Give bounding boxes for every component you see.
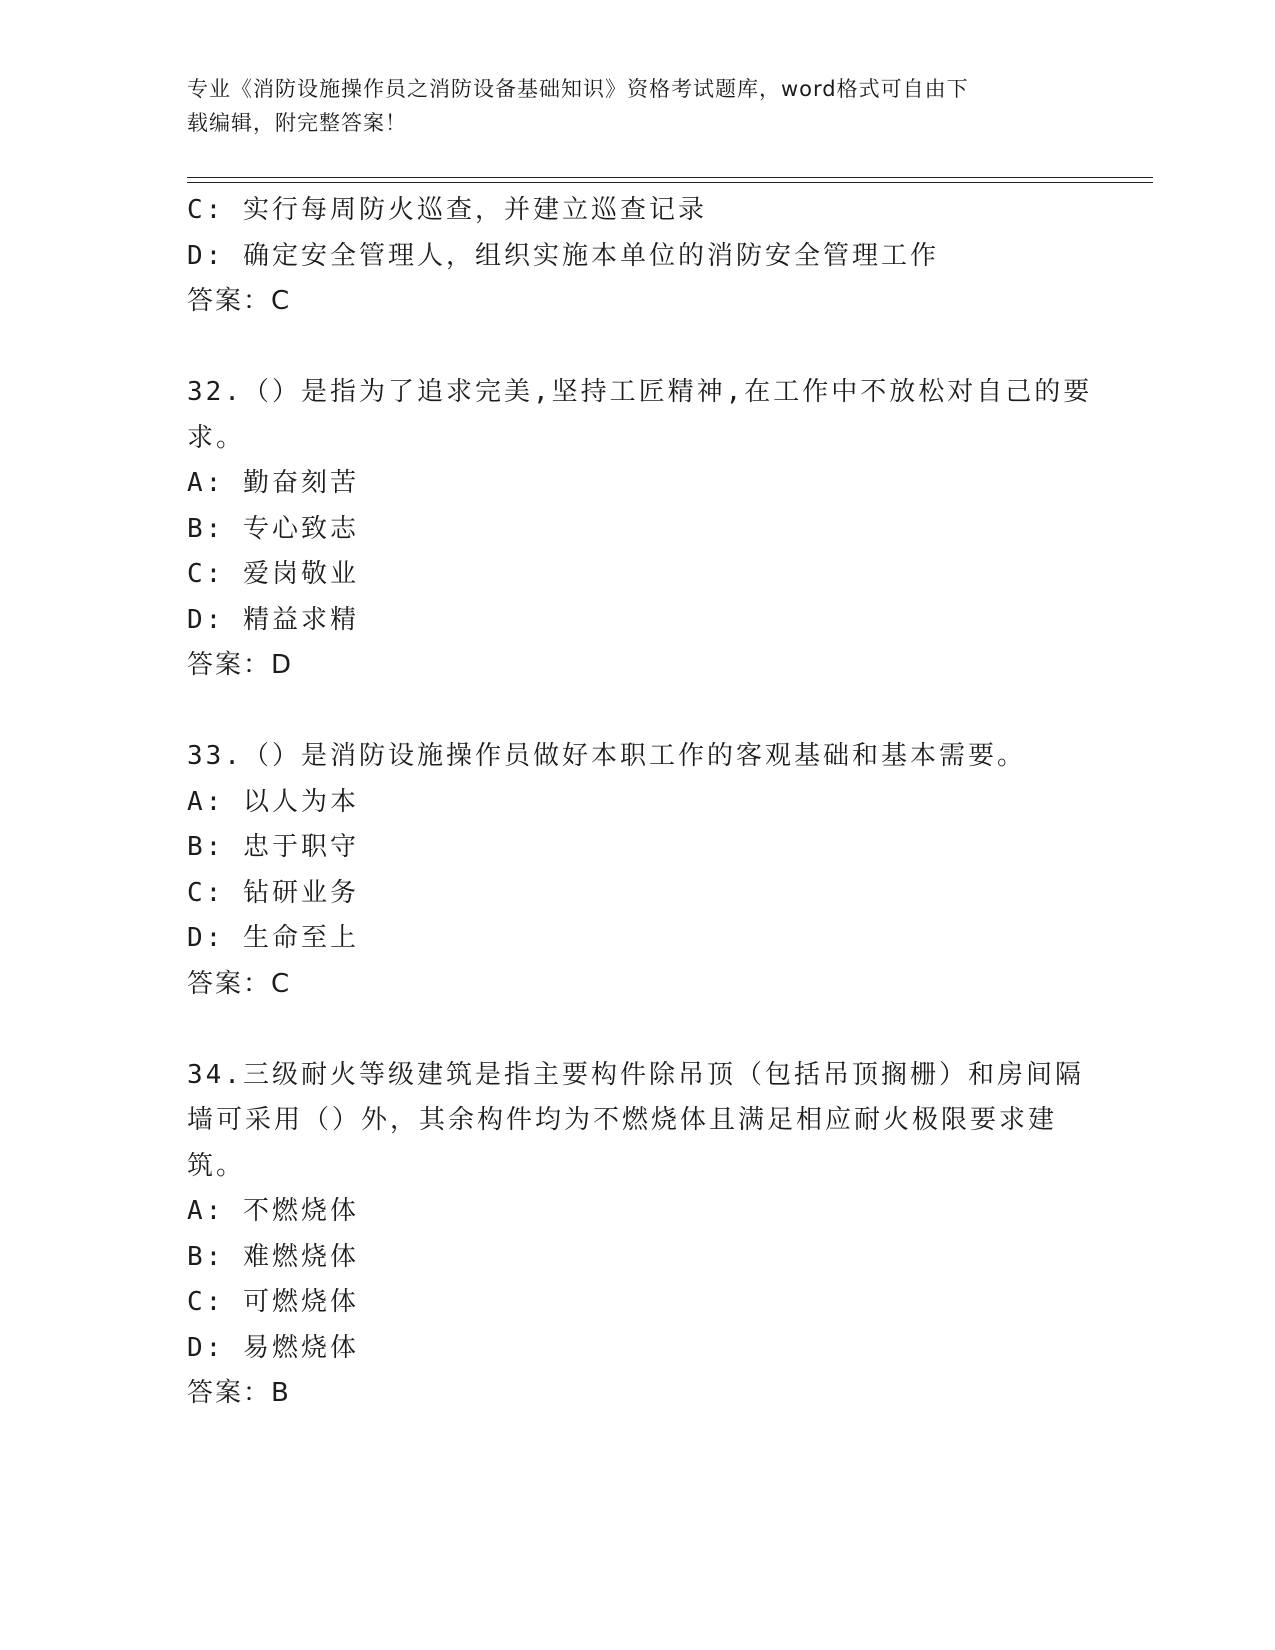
prev-question bbox=[187, 188, 1087, 325]
header-divider-top bbox=[187, 177, 1153, 178]
option-key: D: bbox=[187, 604, 225, 635]
option-text: 勤奋刻苦 bbox=[242, 468, 359, 498]
question-list bbox=[187, 188, 1093, 1417]
option-key: C: bbox=[187, 877, 225, 908]
question-34 bbox=[187, 1053, 1087, 1417]
option-d bbox=[187, 916, 1087, 962]
question-stem-line: 墙可采用（）外，其余构件均为不燃烧体且满足相应耐火极限要求建 bbox=[187, 1105, 1058, 1135]
option-key: C: bbox=[187, 559, 225, 589]
option-key: B: bbox=[187, 513, 225, 544]
spacer bbox=[187, 689, 1087, 735]
option-text: 以人为本 bbox=[242, 786, 359, 817]
option-a bbox=[187, 461, 1087, 507]
option-c bbox=[187, 1280, 1087, 1326]
option-key: C: bbox=[187, 1287, 225, 1317]
spacer bbox=[187, 1007, 1087, 1053]
option-b bbox=[187, 825, 1087, 871]
header-divider-bottom bbox=[187, 182, 1153, 183]
document-header bbox=[187, 72, 1067, 140]
option-a bbox=[187, 780, 1087, 826]
option-text: 实行每周防火巡查，并建立巡查记录 bbox=[242, 195, 707, 225]
option-key: A: bbox=[187, 468, 225, 498]
question-stem-line: 筑。 bbox=[187, 1150, 246, 1181]
question-stem-line: 33.（）是消防设施操作员做好本职工作的客观基础和基本需要。 bbox=[187, 741, 1026, 771]
option-text: 确定安全管理人，组织实施本单位的消防安全管理工作 bbox=[242, 240, 939, 271]
option-text: 专心致志 bbox=[242, 513, 359, 544]
option-key: D: bbox=[187, 1332, 225, 1363]
option-a bbox=[187, 1189, 1087, 1235]
option-c bbox=[187, 552, 1087, 598]
header-line-2: 载编辑，附完整答案！ bbox=[187, 111, 407, 135]
option-text: 易燃烧体 bbox=[242, 1332, 359, 1363]
option-text: 难燃烧体 bbox=[242, 1241, 359, 1272]
answer-line: 答案：D bbox=[187, 650, 294, 680]
option-d bbox=[187, 234, 1087, 280]
option-text: 不燃烧体 bbox=[242, 1196, 359, 1226]
option-d bbox=[187, 598, 1087, 644]
answer-line: 答案：B bbox=[187, 1378, 291, 1408]
option-text: 精益求精 bbox=[242, 604, 359, 635]
question-stem-line: 求。 bbox=[187, 422, 246, 453]
spacer bbox=[187, 325, 1087, 371]
option-key: C: bbox=[187, 195, 225, 225]
option-text: 可燃烧体 bbox=[242, 1287, 359, 1317]
option-text: 忠于职守 bbox=[242, 832, 359, 862]
option-c bbox=[187, 188, 1087, 234]
option-b bbox=[187, 1235, 1087, 1281]
question-stem-line: 34.三级耐火等级建筑是指主要构件除吊顶（包括吊顶搁栅）和房间隔 bbox=[187, 1059, 1084, 1090]
option-c bbox=[187, 871, 1087, 917]
question-32 bbox=[187, 370, 1093, 689]
option-text: 生命至上 bbox=[242, 923, 359, 953]
option-text: 钻研业务 bbox=[242, 877, 359, 908]
answer-line: 答案：C bbox=[187, 286, 292, 316]
option-b bbox=[187, 507, 1087, 553]
header-line-1: 专业《消防设施操作员之消防设备基础知识》资格考试题库，word格式可自由下 bbox=[187, 77, 969, 101]
answer-line: 答案：C bbox=[187, 968, 292, 999]
option-key: B: bbox=[187, 832, 225, 862]
option-d bbox=[187, 1326, 1087, 1372]
option-key: A: bbox=[187, 786, 225, 817]
option-key: D: bbox=[187, 923, 225, 953]
option-text: 爱岗敬业 bbox=[242, 559, 359, 589]
question-33 bbox=[187, 734, 1087, 1007]
option-key: D: bbox=[187, 240, 225, 271]
option-key: B: bbox=[187, 1241, 225, 1272]
option-key: A: bbox=[187, 1196, 225, 1226]
question-stem-line: 32.（）是指为了追求完美,坚持工匠精神,在工作中不放松对自己的要 bbox=[187, 377, 1093, 407]
